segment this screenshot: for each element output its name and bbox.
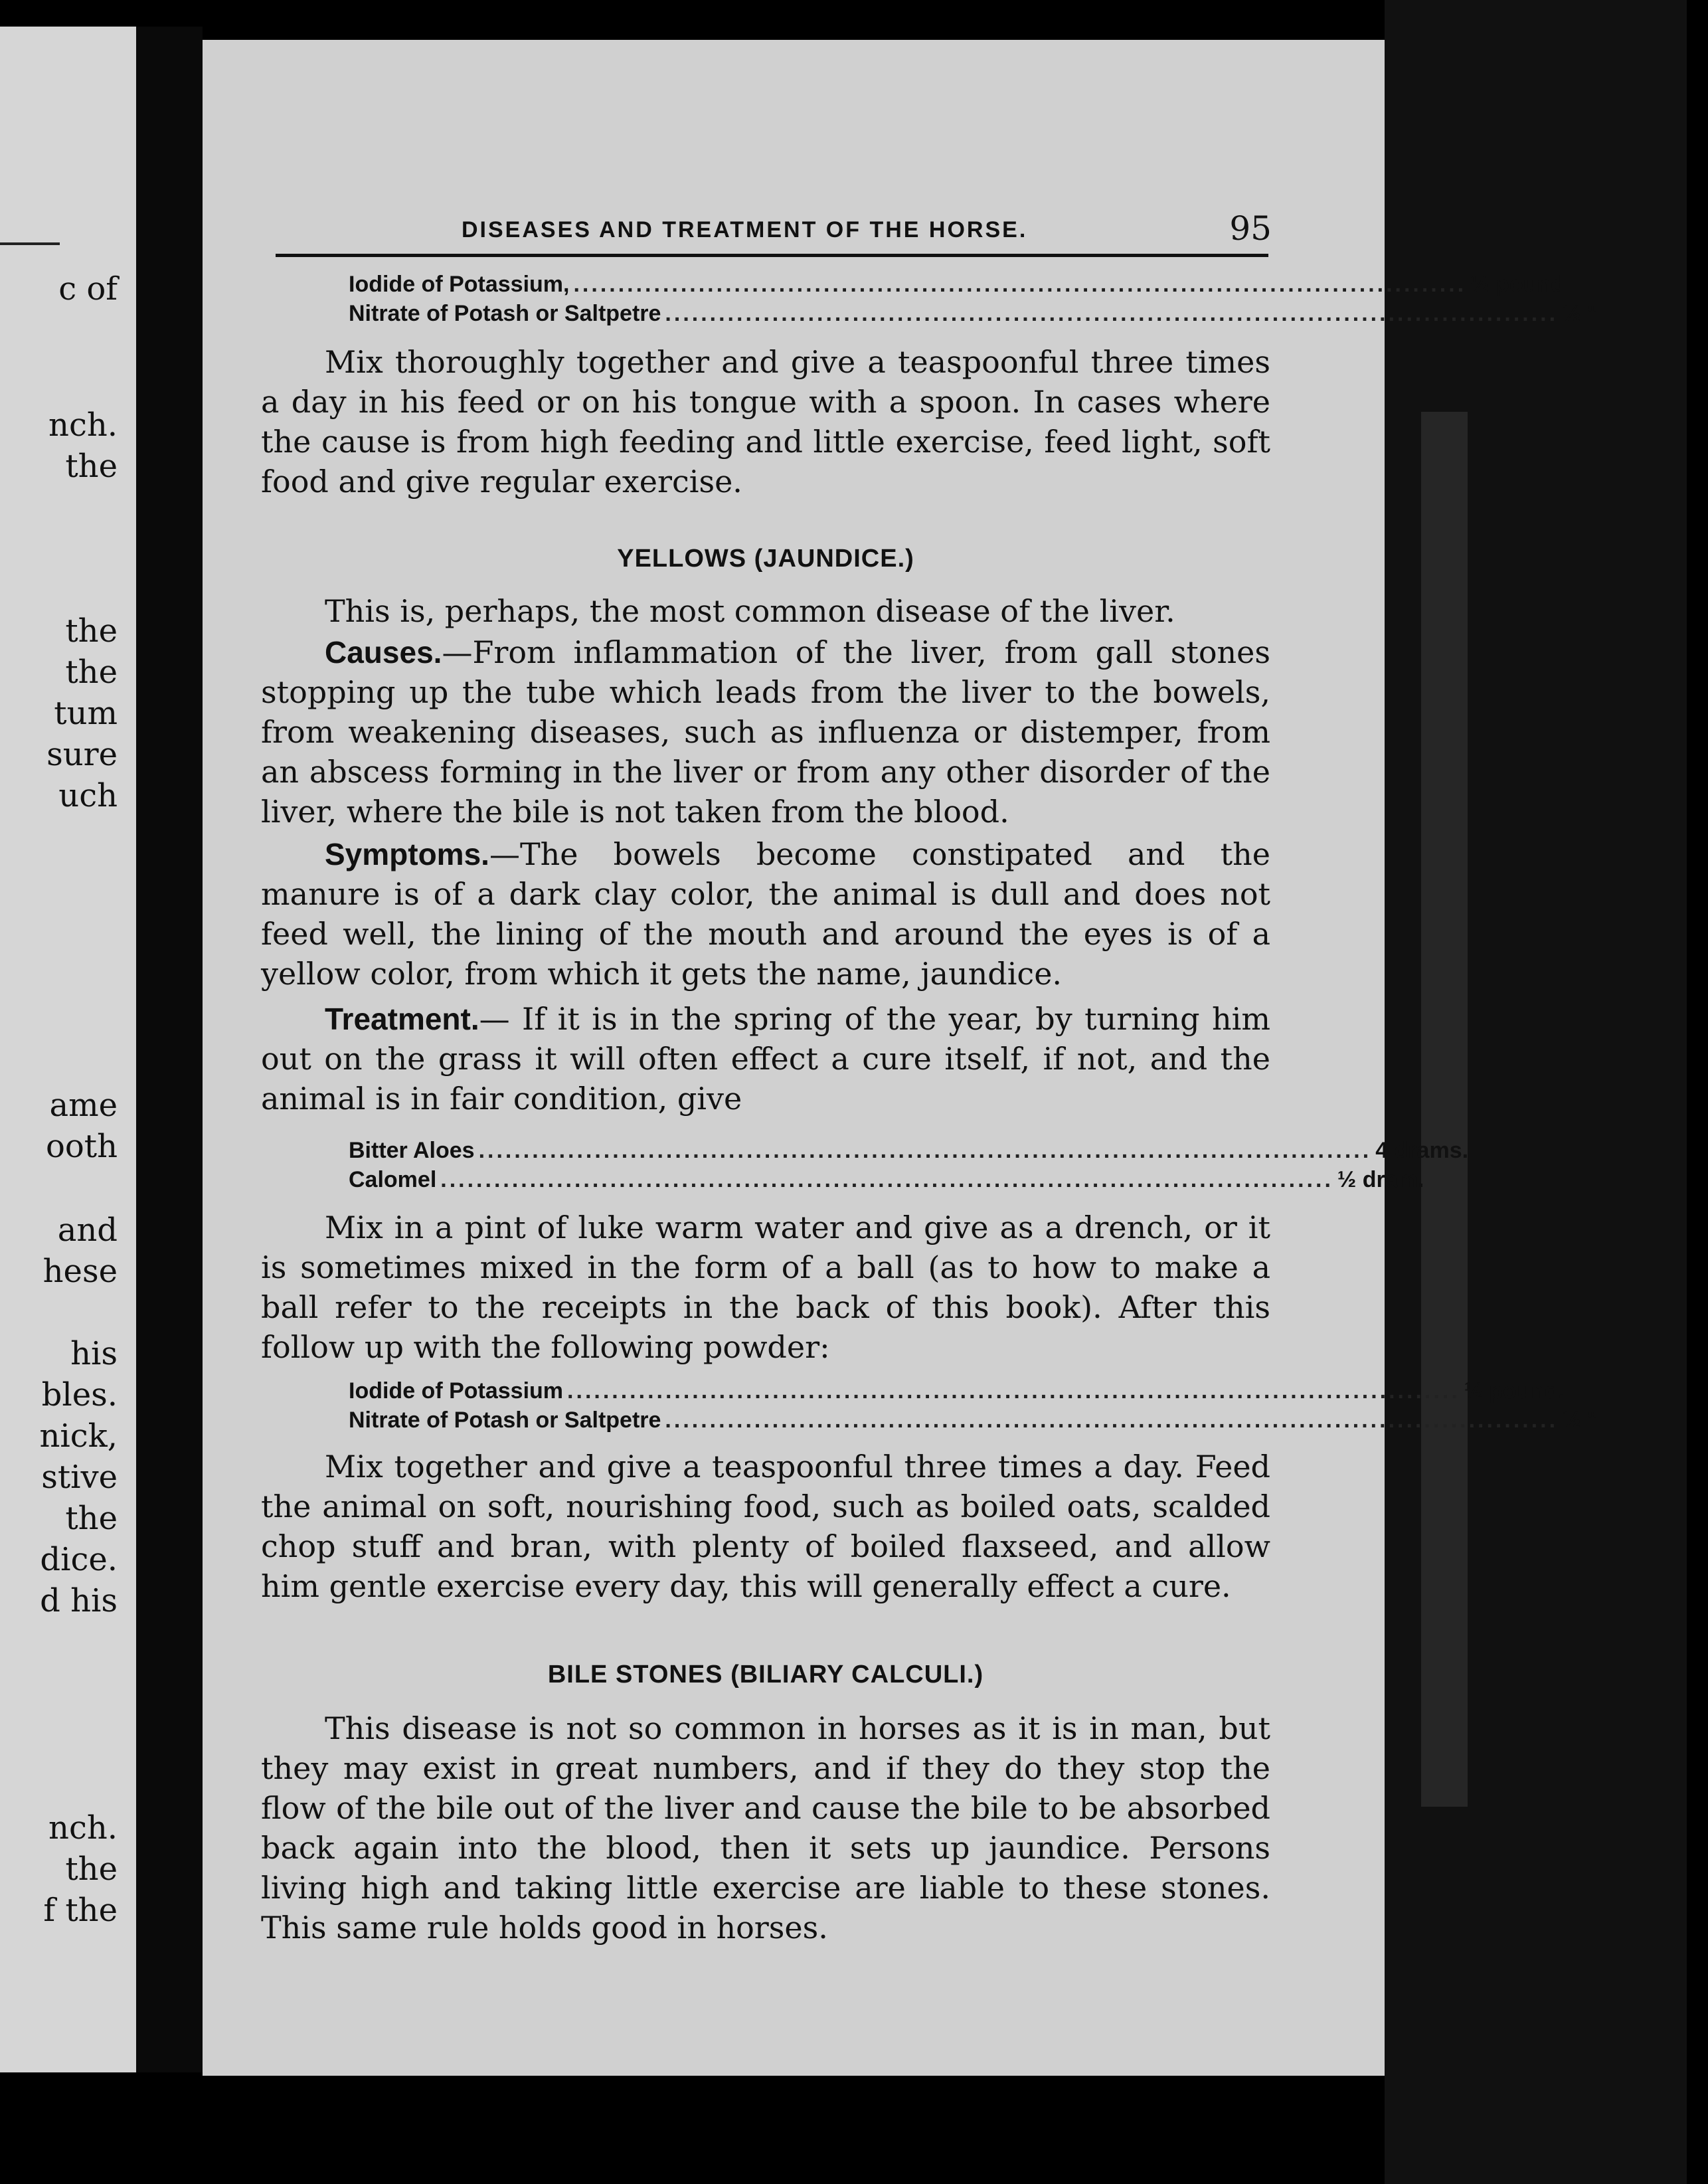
ingredient-name: Nitrate of Potash or Saltpetre [349,301,661,326]
treatment-text: — If it is in the spring of the year, by turning him out on the grass it will often effect a cure itself, if not, and the animal is in fair condition, give [261,1001,1270,1117]
book-page [203,40,1598,2076]
leader-dots: .................................................................................................... [478,1138,1372,1163]
formula-row [349,299,1598,328]
formula-row [349,270,1565,299]
left-fragment: the [65,654,118,691]
header-rule [276,254,1268,257]
symptoms-text: —The bowels become constipated and the manure is of a dark clay color, the animal is dull and does not feed well, the lining of the mouth and around the eyes is of a yellow color, from which it gets the name, jaundice. [261,836,1270,992]
formula-row [349,1165,1424,1194]
formula-list [349,1136,1469,1194]
left-fragment: c of [58,270,118,308]
book-gutter [136,27,203,2072]
ingredient-quantity: ½ pound. [1464,1378,1565,1404]
page-number: 95 [1229,209,1272,248]
formula-row [349,1136,1469,1165]
left-fragment: his [70,1335,118,1372]
left-fragment: sure [46,736,118,773]
leader-dots: .................................................................................................... [440,1167,1333,1192]
ingredient-quantity: ½ pound [1470,272,1565,297]
ingredient-quantity: ½ " [1562,1408,1598,1433]
left-fragment: hese [43,1253,118,1290]
left-fragment: tum [54,695,118,732]
treatment-label: Treatment. [325,1002,479,1036]
paragraph-feeding-instructions: Mix together and give a teaspoonful three times a day. Feed the animal on soft, nourishing food, such as boiled oats, scalded chop stuff and bran, with plenty of boiled flaxseed, and allow him gentle exercise every day, this will generally effect a cure. [261,1449,1270,1604]
causes-label: Causes. [325,635,442,670]
running-title: DISEASES AND TREATMENT OF THE HORSE. [462,217,1028,242]
section-heading-bile-stones: BILE STONES (BILIARY CALCULI.) [547,1661,984,1688]
paragraph-symptoms [261,834,1270,994]
left-fragment: ooth [46,1128,118,1165]
causes-text: —From inflammation of the liver, from gall stones stopping up the tube which leads from the liver to the bowels, from weakening diseases, such as influenza or distemper, from an abscess forming in the liver or from any other disorder of the liver, where the bile is not taken from the blood. [261,634,1270,830]
leader-dots: .................................................................................................... [665,301,1559,326]
ingredient-name: Bitter Aloes [349,1138,475,1163]
section-heading-yellows: YELLOWS (JAUNDICE.) [617,545,914,573]
left-fragment: nch. [48,1809,118,1847]
ingredient-name: Iodide of Potassium, [349,272,570,297]
left-fragment: bles. [41,1376,118,1413]
paragraph-yellows-intro: This is, perhaps, the most common disease of the liver. [325,593,1175,629]
left-fragment: uch [58,777,118,814]
paragraph-treatment [261,999,1270,1119]
paragraph-bile-stones: This disease is not so common in horses as it is in man, but they may exist in great numbers, and if they do they stop the flow of the bile out of the liver and cause the bile to be absorbed back again into the blood, then it sets up jaundice. Persons living high and taking little exercise are liable to these stones. This same rule holds good in horses. [261,1710,1270,1946]
left-fragment: the [65,612,118,650]
formula-list [349,270,1598,328]
left-facing-page [0,27,136,2072]
symptoms-label: Symptoms. [325,837,489,871]
left-fragment: the [65,1500,118,1537]
left-fragment: nch. [48,407,118,444]
left-fragment: f the [43,1892,118,1929]
formula-row [349,1376,1565,1406]
ingredient-name: Calomel [349,1167,437,1192]
formula-row [349,1406,1598,1435]
ingredient-quantity: 4 drams. [1375,1138,1469,1163]
left-fragment: the [65,1851,118,1888]
formula-list [349,1376,1598,1435]
left-fragment: nick, [39,1417,118,1455]
leader-dots: .................................................................................................... [573,272,1467,297]
left-fragment: dice. [40,1541,118,1578]
ingredient-name: Iodide of Potassium [349,1378,564,1404]
left-page-rule [0,242,60,245]
left-fragment: and [57,1212,118,1249]
leader-dots: .................................................................................................... [665,1408,1559,1433]
page-edge-stripe [1421,412,1468,1807]
left-fragment: d his [40,1582,118,1619]
left-fragment: ame [49,1087,118,1124]
ingredient-quantity: ½ " [1562,301,1598,326]
left-fragment: stive [41,1459,118,1496]
ingredient-name: Nitrate of Potash or Saltpetre [349,1408,661,1433]
paragraph-causes [261,632,1270,832]
paragraph-drench-instructions: Mix in a pint of luke warm water and give as a drench, or it is sometimes mixed in the form of a ball (as to how to make a ball refer to the receipts in the back of this book). After this follow up with the following powder: [261,1210,1270,1365]
ingredient-quantity: ½ dram. [1337,1167,1424,1192]
leader-dots: .................................................................................................... [567,1378,1460,1404]
paragraph-mix-instructions: Mix thoroughly together and give a teaspoonful three times a day in his feed or on his tongue with a spoon. In cases where the cause is from high feeding and little exercise, feed light, soft food and give regular exercise. [261,344,1270,500]
left-fragment: the [65,448,118,485]
